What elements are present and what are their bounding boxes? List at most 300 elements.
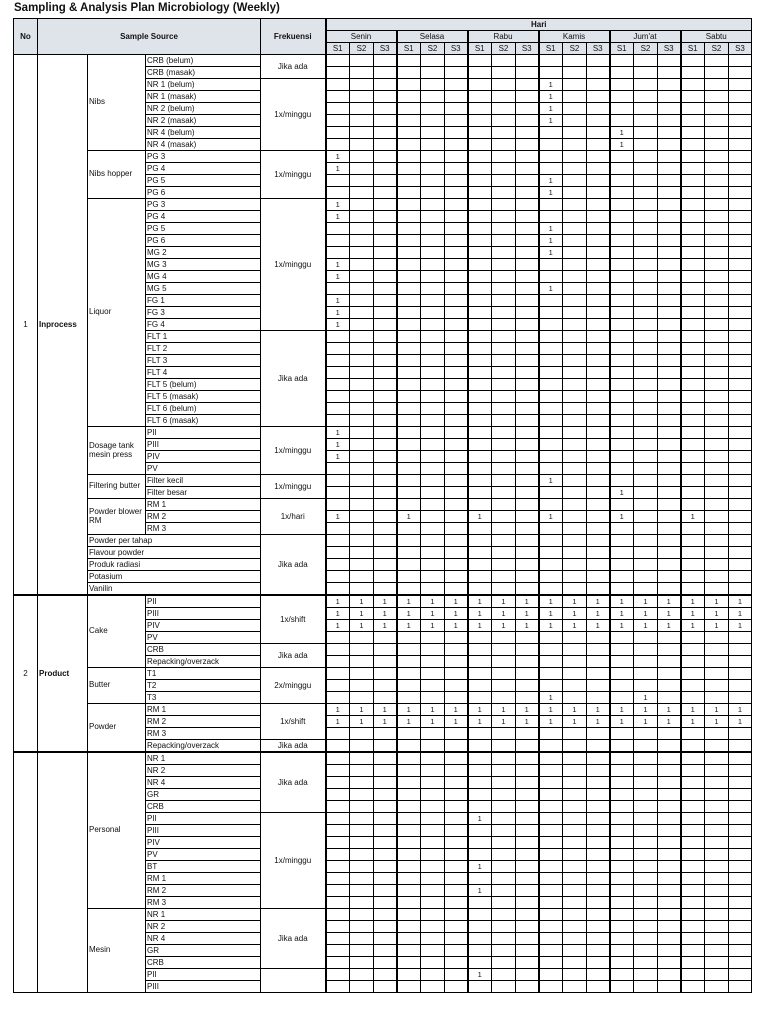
- schedule-cell: [468, 547, 492, 559]
- sample-item: T3: [146, 692, 261, 704]
- schedule-cell: [421, 909, 445, 921]
- schedule-cell: [397, 559, 421, 571]
- schedule-cell: [634, 103, 658, 115]
- schedule-cell: [421, 680, 445, 692]
- schedule-cell: [516, 969, 539, 981]
- schedule-cell: [516, 523, 539, 535]
- schedule-cell: [421, 897, 445, 909]
- schedule-cell: [421, 451, 445, 463]
- schedule-cell: [681, 728, 705, 740]
- schedule-cell: [681, 439, 705, 451]
- schedule-cell: [705, 211, 729, 223]
- schedule-cell: 1: [516, 620, 539, 632]
- sample-item: FG 3: [146, 307, 261, 319]
- schedule-cell: [634, 933, 658, 945]
- schedule-cell: [610, 523, 634, 535]
- schedule-cell: [634, 139, 658, 151]
- schedule-cell: [729, 957, 752, 969]
- schedule-cell: [610, 668, 634, 680]
- schedule-cell: [610, 211, 634, 223]
- schedule-cell: [658, 283, 681, 295]
- schedule-cell: [705, 909, 729, 921]
- schedule-cell: [445, 981, 468, 993]
- schedule-cell: [421, 199, 445, 211]
- schedule-cell: 1: [729, 608, 752, 620]
- schedule-cell: [587, 511, 610, 523]
- schedule-cell: [468, 849, 492, 861]
- schedule-cell: [729, 151, 752, 163]
- schedule-cell: 1: [563, 608, 587, 620]
- schedule-cell: [516, 511, 539, 523]
- schedule-cell: [658, 547, 681, 559]
- schedule-cell: [539, 571, 563, 583]
- schedule-cell: [610, 463, 634, 475]
- schedule-cell: [350, 813, 374, 825]
- schedule-cell: [705, 175, 729, 187]
- sample-item: PII: [146, 595, 261, 608]
- schedule-cell: 1: [492, 608, 516, 620]
- schedule-cell: [729, 571, 752, 583]
- schedule-cell: [421, 535, 445, 547]
- schedule-cell: [705, 873, 729, 885]
- schedule-cell: [705, 680, 729, 692]
- schedule-cell: [587, 415, 610, 427]
- schedule-cell: [468, 777, 492, 789]
- schedule-cell: [421, 825, 445, 837]
- schedule-cell: [350, 789, 374, 801]
- header-hari: Hari: [326, 19, 752, 31]
- header-sample-source: Sample Source: [38, 19, 261, 55]
- schedule-cell: [374, 777, 397, 789]
- schedule-cell: [610, 535, 634, 547]
- schedule-cell: 1: [681, 595, 705, 608]
- schedule-cell: [539, 921, 563, 933]
- schedule-cell: [421, 211, 445, 223]
- schedule-cell: [563, 825, 587, 837]
- schedule-cell: [492, 295, 516, 307]
- schedule-cell: 1: [445, 595, 468, 608]
- schedule-cell: [539, 415, 563, 427]
- schedule-cell: [610, 885, 634, 897]
- schedule-cell: 1: [587, 716, 610, 728]
- schedule-cell: [516, 391, 539, 403]
- schedule-cell: [587, 499, 610, 511]
- schedule-cell: [729, 379, 752, 391]
- schedule-cell: [397, 789, 421, 801]
- schedule-cell: [681, 307, 705, 319]
- schedule-cell: [492, 777, 516, 789]
- schedule-cell: [326, 933, 350, 945]
- schedule-cell: [397, 163, 421, 175]
- schedule-cell: [397, 127, 421, 139]
- schedule-cell: [397, 67, 421, 79]
- sample-item: Powder per tahap: [88, 535, 261, 547]
- schedule-cell: [516, 861, 539, 873]
- schedule-cell: [374, 547, 397, 559]
- schedule-cell: [587, 283, 610, 295]
- schedule-cell: [350, 415, 374, 427]
- schedule-cell: [468, 439, 492, 451]
- shift-header: S3: [374, 43, 397, 55]
- schedule-cell: [587, 752, 610, 765]
- schedule-cell: [421, 849, 445, 861]
- schedule-cell: [610, 67, 634, 79]
- schedule-cell: [374, 668, 397, 680]
- schedule-cell: [397, 849, 421, 861]
- schedule-cell: [492, 427, 516, 439]
- schedule-cell: [681, 451, 705, 463]
- schedule-cell: [445, 933, 468, 945]
- schedule-cell: [563, 668, 587, 680]
- sample-item: CRB: [146, 644, 261, 656]
- shift-header: S3: [729, 43, 752, 55]
- schedule-cell: [350, 103, 374, 115]
- schedule-cell: [658, 981, 681, 993]
- schedule-cell: [587, 319, 610, 331]
- schedule-cell: [492, 115, 516, 127]
- schedule-cell: [658, 885, 681, 897]
- schedule-cell: [705, 79, 729, 91]
- table-row: [14, 595, 752, 608]
- schedule-cell: [397, 247, 421, 259]
- schedule-cell: [610, 981, 634, 993]
- schedule-cell: [516, 644, 539, 656]
- schedule-cell: [492, 163, 516, 175]
- schedule-cell: [563, 801, 587, 813]
- schedule-cell: [326, 331, 350, 343]
- schedule-cell: [587, 547, 610, 559]
- schedule-cell: [350, 115, 374, 127]
- schedule-cell: [516, 223, 539, 235]
- schedule-cell: [539, 765, 563, 777]
- schedule-cell: [681, 583, 705, 596]
- schedule-cell: [468, 740, 492, 753]
- schedule-cell: [539, 427, 563, 439]
- schedule-cell: [350, 187, 374, 199]
- schedule-cell: [492, 511, 516, 523]
- schedule-cell: [587, 885, 610, 897]
- schedule-cell: [516, 367, 539, 379]
- schedule-cell: [374, 391, 397, 403]
- schedule-cell: [421, 475, 445, 487]
- schedule-cell: [350, 571, 374, 583]
- schedule-cell: [516, 945, 539, 957]
- schedule-cell: 1: [539, 692, 563, 704]
- schedule-cell: 1: [421, 704, 445, 716]
- schedule-cell: 1: [539, 187, 563, 199]
- schedule-cell: 1: [539, 475, 563, 487]
- schedule-cell: [468, 379, 492, 391]
- schedule-cell: [397, 740, 421, 753]
- schedule-cell: [516, 439, 539, 451]
- schedule-cell: [563, 873, 587, 885]
- sample-item: FLT 1: [146, 331, 261, 343]
- day-header: Jum'at: [610, 31, 681, 43]
- schedule-cell: [445, 728, 468, 740]
- schedule-cell: [374, 897, 397, 909]
- schedule-cell: [658, 343, 681, 355]
- schedule-cell: [445, 680, 468, 692]
- schedule-cell: [681, 103, 705, 115]
- schedule-cell: 1: [468, 595, 492, 608]
- schedule-cell: [397, 499, 421, 511]
- schedule-cell: [634, 427, 658, 439]
- schedule-cell: [397, 319, 421, 331]
- schedule-cell: 1: [681, 620, 705, 632]
- schedule-cell: [374, 151, 397, 163]
- schedule-cell: [634, 873, 658, 885]
- schedule-cell: [445, 319, 468, 331]
- schedule-cell: [634, 391, 658, 403]
- schedule-cell: [610, 259, 634, 271]
- schedule-cell: [705, 752, 729, 765]
- schedule-cell: 1: [326, 163, 350, 175]
- schedule-cell: [705, 295, 729, 307]
- schedule-cell: [681, 427, 705, 439]
- schedule-cell: [350, 175, 374, 187]
- schedule-cell: [563, 463, 587, 475]
- schedule-cell: [468, 367, 492, 379]
- schedule-cell: [326, 644, 350, 656]
- schedule-cell: [397, 583, 421, 596]
- schedule-cell: [563, 175, 587, 187]
- schedule-cell: [326, 475, 350, 487]
- schedule-cell: [634, 211, 658, 223]
- schedule-cell: [587, 559, 610, 571]
- schedule-cell: [729, 307, 752, 319]
- schedule-cell: [539, 825, 563, 837]
- schedule-cell: [350, 825, 374, 837]
- schedule-cell: [516, 247, 539, 259]
- schedule-cell: [516, 199, 539, 211]
- schedule-cell: [658, 151, 681, 163]
- schedule-cell: [539, 139, 563, 151]
- schedule-cell: [563, 957, 587, 969]
- schedule-cell: [445, 837, 468, 849]
- schedule-cell: [658, 752, 681, 765]
- sample-item: FLT 6 (masak): [146, 415, 261, 427]
- schedule-cell: [658, 861, 681, 873]
- schedule-cell: 1: [326, 704, 350, 716]
- schedule-cell: [705, 103, 729, 115]
- schedule-cell: [563, 67, 587, 79]
- schedule-cell: [681, 535, 705, 547]
- schedule-cell: 1: [445, 620, 468, 632]
- schedule-cell: [421, 127, 445, 139]
- schedule-cell: 1: [516, 704, 539, 716]
- schedule-cell: [326, 583, 350, 596]
- schedule-cell: [468, 103, 492, 115]
- schedule-cell: [374, 331, 397, 343]
- schedule-cell: [681, 909, 705, 921]
- schedule-cell: [563, 211, 587, 223]
- schedule-cell: [350, 343, 374, 355]
- schedule-cell: [492, 897, 516, 909]
- schedule-cell: 1: [350, 716, 374, 728]
- schedule-cell: [563, 187, 587, 199]
- schedule-cell: [350, 981, 374, 993]
- frequency: 1x/minggu: [261, 79, 326, 151]
- schedule-cell: [539, 307, 563, 319]
- schedule-cell: [492, 632, 516, 644]
- schedule-cell: [468, 559, 492, 571]
- frequency: 1x/hari: [261, 499, 326, 535]
- frequency: 2x/minggu: [261, 668, 326, 704]
- schedule-cell: [492, 343, 516, 355]
- schedule-cell: [397, 343, 421, 355]
- schedule-cell: [634, 115, 658, 127]
- schedule-cell: [492, 499, 516, 511]
- schedule-cell: [468, 295, 492, 307]
- schedule-cell: [468, 247, 492, 259]
- schedule-cell: [587, 403, 610, 415]
- schedule-cell: [705, 439, 729, 451]
- schedule-cell: [492, 921, 516, 933]
- schedule-cell: [539, 933, 563, 945]
- schedule-cell: [705, 789, 729, 801]
- schedule-cell: [492, 463, 516, 475]
- schedule-cell: 1: [421, 620, 445, 632]
- schedule-cell: [397, 680, 421, 692]
- schedule-cell: [563, 740, 587, 753]
- schedule-cell: [374, 969, 397, 981]
- schedule-cell: [350, 295, 374, 307]
- schedule-cell: [445, 644, 468, 656]
- schedule-cell: 1: [468, 608, 492, 620]
- schedule-cell: [539, 127, 563, 139]
- schedule-cell: [421, 259, 445, 271]
- schedule-cell: [610, 427, 634, 439]
- schedule-cell: [445, 801, 468, 813]
- schedule-cell: [326, 367, 350, 379]
- schedule-cell: [516, 740, 539, 753]
- schedule-cell: [587, 728, 610, 740]
- schedule-cell: [563, 933, 587, 945]
- section-category: [38, 752, 88, 993]
- schedule-cell: [374, 499, 397, 511]
- schedule-cell: [468, 632, 492, 644]
- schedule-cell: 1: [326, 199, 350, 211]
- schedule-cell: [587, 295, 610, 307]
- schedule-cell: 1: [563, 595, 587, 608]
- schedule-cell: [587, 583, 610, 596]
- schedule-cell: [729, 861, 752, 873]
- schedule-cell: 1: [539, 247, 563, 259]
- schedule-cell: [492, 765, 516, 777]
- table-row: [14, 583, 752, 596]
- schedule-cell: 1: [374, 595, 397, 608]
- schedule-cell: [397, 909, 421, 921]
- shift-header: S2: [492, 43, 516, 55]
- schedule-cell: [421, 163, 445, 175]
- schedule-cell: [610, 103, 634, 115]
- schedule-cell: [397, 475, 421, 487]
- shift-header: S2: [705, 43, 729, 55]
- schedule-cell: [421, 379, 445, 391]
- schedule-cell: [445, 235, 468, 247]
- schedule-cell: [421, 837, 445, 849]
- schedule-cell: [516, 825, 539, 837]
- schedule-cell: [634, 439, 658, 451]
- schedule-cell: [468, 403, 492, 415]
- schedule-cell: 1: [326, 319, 350, 331]
- schedule-cell: [563, 307, 587, 319]
- schedule-cell: 1: [397, 608, 421, 620]
- schedule-cell: [681, 921, 705, 933]
- schedule-cell: [374, 139, 397, 151]
- schedule-cell: [658, 91, 681, 103]
- schedule-cell: [445, 223, 468, 235]
- sample-item: PIV: [146, 451, 261, 463]
- schedule-cell: [587, 271, 610, 283]
- schedule-cell: [374, 981, 397, 993]
- schedule-cell: [468, 752, 492, 765]
- schedule-cell: [658, 199, 681, 211]
- sample-item: PG 3: [146, 151, 261, 163]
- schedule-cell: [705, 379, 729, 391]
- schedule-cell: [492, 849, 516, 861]
- schedule-cell: [350, 861, 374, 873]
- schedule-cell: [468, 343, 492, 355]
- schedule-cell: 1: [326, 427, 350, 439]
- schedule-cell: [658, 692, 681, 704]
- schedule-cell: [421, 355, 445, 367]
- schedule-cell: [587, 103, 610, 115]
- schedule-cell: 1: [468, 969, 492, 981]
- schedule-cell: [634, 355, 658, 367]
- schedule-cell: [705, 583, 729, 596]
- schedule-cell: [445, 415, 468, 427]
- schedule-cell: [516, 632, 539, 644]
- schedule-cell: 1: [705, 608, 729, 620]
- sample-item: MG 3: [146, 259, 261, 271]
- schedule-cell: [492, 187, 516, 199]
- schedule-cell: [397, 379, 421, 391]
- schedule-cell: [516, 103, 539, 115]
- table-row: [14, 499, 752, 511]
- schedule-cell: [350, 969, 374, 981]
- schedule-cell: [539, 981, 563, 993]
- schedule-cell: 1: [610, 487, 634, 499]
- schedule-cell: [326, 139, 350, 151]
- schedule-cell: [587, 115, 610, 127]
- schedule-cell: [587, 151, 610, 163]
- schedule-cell: [350, 897, 374, 909]
- schedule-cell: 1: [610, 595, 634, 608]
- schedule-cell: [681, 945, 705, 957]
- schedule-cell: [681, 139, 705, 151]
- schedule-cell: [705, 55, 729, 67]
- schedule-cell: [634, 199, 658, 211]
- schedule-cell: [729, 692, 752, 704]
- schedule-cell: 1: [468, 511, 492, 523]
- schedule-cell: [610, 391, 634, 403]
- schedule-cell: [421, 511, 445, 523]
- schedule-cell: [326, 825, 350, 837]
- schedule-cell: [445, 475, 468, 487]
- schedule-cell: [729, 439, 752, 451]
- schedule-cell: [729, 583, 752, 596]
- schedule-cell: [587, 355, 610, 367]
- schedule-cell: [326, 175, 350, 187]
- schedule-cell: [468, 692, 492, 704]
- schedule-cell: [326, 403, 350, 415]
- schedule-cell: [374, 632, 397, 644]
- schedule-cell: [587, 175, 610, 187]
- schedule-cell: 1: [468, 620, 492, 632]
- sample-item: MG 5: [146, 283, 261, 295]
- schedule-cell: [374, 837, 397, 849]
